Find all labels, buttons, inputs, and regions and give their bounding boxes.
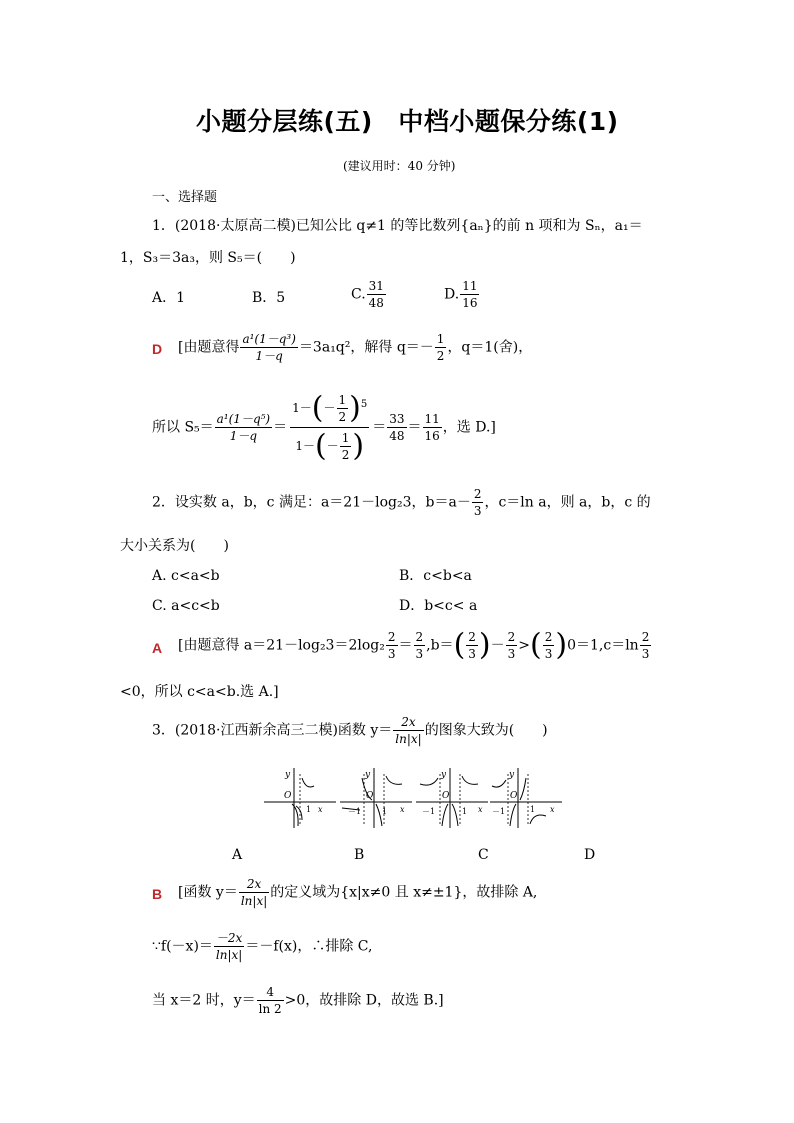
q2-option-b: B．c<b<a <box>399 568 472 584</box>
graph-label-a: A <box>232 847 243 863</box>
q3-solution-line3: 当 x＝2 时，y＝ $\frac{4}{\ln 2}$ >0，故排除 D，故选 B.] <box>152 985 444 1016</box>
svg-text:y: y <box>509 770 515 780</box>
q3-answer: B <box>152 886 163 902</box>
svg-text:x: x <box>478 805 483 814</box>
q1-option-d: D. $\frac{11}{16}$ <box>444 279 478 310</box>
graph-d <box>488 766 564 830</box>
q1-sol-fraction: $\frac{\text{a¹(1－q³)}}{1-q}$ <box>242 332 296 363</box>
q1-half-fraction: $\frac{1}{2}$ <box>436 332 445 363</box>
q2-option-d: D．b<c< a <box>399 598 478 614</box>
q1-answer: D <box>152 341 163 357</box>
svg-text:y: y <box>285 770 291 780</box>
q1-option-c: C. $\frac{31}{48}$ <box>351 279 384 310</box>
q2-solution-line1: [由题意得 a＝21－log₂3＝2log₂ $\frac{2}{3}$ ＝ $\frac{2}{3}$ ,b＝( $\frac{2}{3}$ )－ $\frac{2}{3}$ >( $\frac{2}{3}$ )0＝1,c＝ln $\frac{2}{3}$ <box>178 627 650 663</box>
q1-stem-line1: 1．(2018·太原高二模)已知公比 q≠1 的等比数列{aₙ}的前 n 项和为 Sₙ，a₁＝ <box>152 218 643 234</box>
section-heading: 一、选择题 <box>152 190 218 205</box>
q1-solution-line1: [由题意得 $\frac{\text{a¹(1－q³)}}{1-q}$ ＝3a₁q²，解得 q＝－ $\frac{1}{2}$ ，q＝1(舍)， <box>178 332 533 363</box>
svg-text:x: x <box>318 805 323 814</box>
q2-stem-line2: 大小关系为( ) <box>120 538 229 554</box>
svg-text:x: x <box>400 805 405 814</box>
q3-solution-line2: ∵f(－x)＝ $\frac{-2x}{\ln|x|}$ ＝－f(x)，∴排除 C, <box>152 931 373 962</box>
q1-compound-fraction: 1－(－ $\frac{1}{2}$ )$^5$ 1－(－ $\frac{1}{2}$ ) <box>292 390 368 464</box>
svg-text:O: O <box>510 791 518 801</box>
svg-text:O: O <box>442 791 450 801</box>
q1-option-b: B．5 <box>252 290 286 306</box>
q2-stem-line1: 2．设实数 a，b，c 满足：a＝21－log₂3，b＝a－ $\frac{2}{3}$ ，c＝ln a，则 a，b，c 的 <box>152 487 651 518</box>
svg-text:y: y <box>365 770 371 780</box>
q2-answer: A <box>152 640 163 656</box>
graph-a <box>262 766 338 830</box>
svg-text:1: 1 <box>306 805 312 814</box>
svg-text:1: 1 <box>462 807 468 816</box>
q2-solution-line2: <0，所以 c<a<b.选 A.] <box>120 684 279 700</box>
q1-option-a: A．1 <box>152 290 186 306</box>
time-note: (建议用时：40 分钟) <box>343 159 456 173</box>
q2-option-a: A. c<a<b <box>152 568 220 584</box>
graph-label-c: C <box>478 847 489 863</box>
svg-text:x: x <box>550 805 555 814</box>
q3-solution-line1: [函数 y＝ $\frac{2x}{\ln|x|}$ 的定义域为{x|x≠0 且 x≠±1}，故排除 A, <box>178 877 538 908</box>
svg-text:－1: －1 <box>348 807 362 816</box>
q3-stem-fraction: $\frac{2x}{\ln|x|}$ <box>395 715 422 746</box>
graph-label-d: D <box>584 847 596 863</box>
q1-stem-line2: 1，S₃＝3a₃，则 S₅＝( ) <box>120 250 296 266</box>
q2-stem-fraction: $\frac{2}{3}$ <box>473 487 482 518</box>
graph-label-b: B <box>354 847 365 863</box>
svg-text:1: 1 <box>382 807 388 816</box>
graph-b <box>338 766 414 830</box>
q1-s5-fraction: $\frac{\text{a¹(1－q⁵)}}{1-q}$ <box>216 412 271 443</box>
q1-option-c-fraction: $\frac{31}{48}$ <box>368 279 384 310</box>
svg-text:－1: －1 <box>492 807 506 816</box>
svg-text:－1: －1 <box>422 807 436 816</box>
q1-solution-line2: 所以 S₅＝ $\frac{\text{a¹(1－q⁵)}}{1-q}$ ＝ 1－(－ $\frac{1}{2}$ )$^5$ 1－(－ $\frac{1}{2}$ ) ＝ $\frac{33}{48}$ ＝ $\frac{11}{16}$ ，选 D.] <box>152 390 496 464</box>
page-title: 小题分层练(五) 中档小题保分练(1) <box>196 107 619 136</box>
q3-stem: 3．(2018·江西新余高三二模)函数 y＝ $\frac{2x}{\ln|x|}$ 的图象大致为( ) <box>152 715 548 746</box>
q1-option-d-fraction: $\frac{11}{16}$ <box>462 279 478 310</box>
svg-text:O: O <box>366 791 374 801</box>
svg-text:y: y <box>441 770 447 780</box>
q2-option-c: C. a<c<b <box>152 598 220 614</box>
svg-text:1: 1 <box>530 805 536 814</box>
q1-result-fraction-2: $\frac{11}{16}$ <box>424 412 440 443</box>
q1-result-fraction-1: $\frac{33}{48}$ <box>389 412 405 443</box>
graph-c <box>414 766 490 830</box>
svg-text:O: O <box>284 791 292 801</box>
